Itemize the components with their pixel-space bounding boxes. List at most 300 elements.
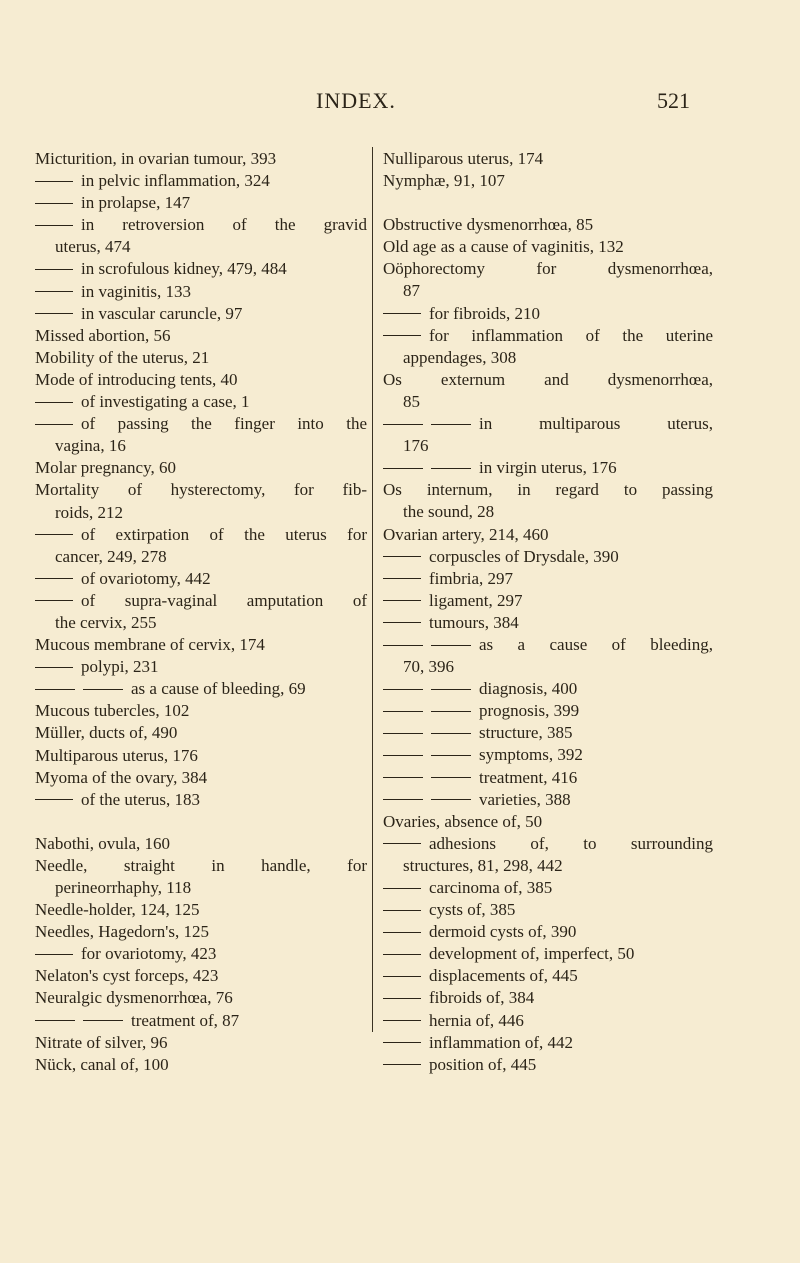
index-entry (35, 568, 367, 590)
entry-text: of investigating a case, 1 (81, 392, 250, 412)
entry-line (35, 833, 367, 855)
ditto-dash-segment (35, 1020, 75, 1021)
ditto-dash (35, 944, 81, 963)
index-entry (35, 192, 367, 214)
entry-text: Nitrate of silver, 96 (35, 1032, 168, 1052)
entry-text: in multiparous uterus, (479, 414, 713, 434)
entry-line (35, 899, 367, 921)
entry-line (35, 347, 367, 369)
index-entry (35, 1032, 367, 1054)
index-entry (383, 303, 713, 325)
ditto-dash-segment (383, 998, 421, 999)
entry-text: Mobility of the uterus, 21 (35, 347, 210, 367)
entry-text: Neuralgic dysmenorrhœa, 76 (35, 988, 233, 1008)
entry-line (383, 479, 713, 501)
entry-line (35, 369, 367, 391)
index-entry (383, 965, 713, 987)
index-entry (35, 767, 367, 789)
entry-continuation (383, 280, 713, 302)
entry-text: treatment of, 87 (131, 1010, 240, 1030)
ditto-dash (383, 679, 479, 698)
entry-line (35, 325, 367, 347)
entry-text: development of, imperfect, 50 (429, 944, 635, 964)
entry-text: structures, 81, 298, 442 (403, 855, 563, 875)
entry-text: position of, 445 (429, 1054, 537, 1074)
ditto-dash-segment (383, 777, 423, 778)
entry-line (35, 568, 367, 590)
entry-text: in scrofulous kidney, 479, 484 (81, 259, 287, 279)
index-entry (35, 789, 367, 811)
entry-continuation (35, 546, 367, 568)
entry-text: Os externum and dysmenorrhœa, (383, 369, 713, 389)
entry-text: Molar pregnancy, 60 (35, 458, 176, 478)
entry-line (383, 767, 713, 789)
ditto-dash-segment (383, 1064, 421, 1065)
entry-continuation (383, 855, 713, 877)
ditto-dash-segment (431, 799, 471, 800)
entry-text: Old age as a cause of vaginitis, 132 (383, 237, 624, 257)
index-entry (383, 148, 713, 170)
index-entry (383, 722, 713, 744)
ditto-dash (383, 414, 479, 433)
entry-line (35, 921, 367, 943)
ditto-dash (35, 171, 81, 190)
column-divider (372, 147, 373, 1032)
ditto-dash (35, 259, 81, 278)
entry-line (383, 258, 713, 280)
entry-line (35, 943, 367, 965)
entry-text: for fibroids, 210 (429, 303, 540, 323)
ditto-dash-segment (383, 755, 423, 756)
entry-continuation (35, 502, 367, 524)
index-entry (383, 921, 713, 943)
ditto-dash-segment (383, 888, 421, 889)
ditto-dash-segment (431, 777, 471, 778)
entry-line (35, 789, 367, 811)
entry-line (383, 369, 713, 391)
entry-line (383, 413, 713, 435)
ditto-dash (383, 569, 429, 588)
ditto-dash-segment (383, 1042, 421, 1043)
entry-text: diagnosis, 400 (479, 679, 578, 699)
index-entry (35, 943, 367, 965)
ditto-dash (383, 1055, 429, 1074)
ditto-dash-segment (383, 976, 421, 977)
ditto-dash-segment (35, 954, 73, 955)
entry-text: structure, 385 (479, 723, 573, 743)
entry-line (383, 921, 713, 943)
entry-text: adhesions of, to surrounding (429, 833, 713, 853)
ditto-dash-segment (383, 335, 421, 336)
index-entry (383, 634, 713, 678)
index-entry (35, 148, 367, 170)
entry-text: Müller, ducts of, 490 (35, 723, 178, 743)
ditto-dash-segment (431, 711, 471, 712)
entry-line (35, 678, 367, 700)
entry-line (35, 170, 367, 192)
ditto-dash-segment (383, 313, 421, 314)
entry-text: 70, 396 (403, 657, 454, 677)
page-header (0, 88, 800, 118)
entry-text: 87 (403, 281, 420, 301)
entry-continuation (383, 347, 713, 369)
entry-text: uterus, 474 (55, 237, 131, 257)
ditto-dash-segment (431, 645, 471, 646)
index-entry (35, 700, 367, 722)
index-entry (383, 170, 713, 192)
entry-text: fimbria, 297 (429, 568, 514, 588)
ditto-dash (383, 922, 429, 941)
entry-text: Multiparous uterus, 176 (35, 745, 198, 765)
index-entry (383, 590, 713, 612)
ditto-dash (35, 392, 81, 411)
ditto-dash (35, 414, 81, 433)
entry-continuation (35, 236, 367, 258)
entry-text: Myoma of the ovary, 384 (35, 767, 208, 787)
index-entry (35, 855, 367, 899)
index-entry (383, 943, 713, 965)
entry-line (35, 148, 367, 170)
entry-line (35, 457, 367, 479)
entry-line (383, 303, 713, 325)
entry-line (35, 700, 367, 722)
entry-text: dermoid cysts of, 390 (429, 922, 577, 942)
ditto-dash-segment (383, 578, 421, 579)
index-entry (35, 214, 367, 258)
entry-line (383, 1032, 713, 1054)
index-column-right (383, 148, 713, 1076)
ditto-dash-segment (383, 910, 421, 911)
index-entry (35, 369, 367, 391)
entry-line (383, 899, 713, 921)
ditto-dash (383, 745, 479, 764)
ditto-dash (383, 547, 429, 566)
entry-text: perineorrhaphy, 118 (55, 878, 192, 897)
entry-text: Mucous tubercles, 102 (35, 701, 190, 721)
entry-continuation (383, 501, 713, 523)
ditto-dash-segment (383, 622, 421, 623)
ditto-dash-segment (383, 424, 423, 425)
entry-text: as a cause of bleeding, 69 (131, 679, 306, 699)
entry-text: in retroversion of the gravid (81, 215, 367, 235)
entry-text: roids, 212 (55, 502, 123, 522)
index-entry (383, 413, 713, 457)
entry-continuation (35, 435, 367, 457)
entry-text: tumours, 384 (429, 612, 519, 632)
entry-line (35, 1010, 367, 1032)
ditto-dash (35, 193, 81, 212)
ditto-dash (383, 790, 479, 809)
entry-continuation (383, 391, 713, 413)
entry-text: in virgin uterus, 176 (479, 458, 617, 478)
index-entry (383, 214, 713, 236)
entry-line (383, 325, 713, 347)
index-entry (35, 457, 367, 479)
entry-text: in vascular caruncle, 97 (81, 303, 243, 323)
ditto-dash (383, 458, 479, 477)
entry-line (383, 987, 713, 1009)
entry-line (383, 524, 713, 546)
ditto-dash (35, 282, 81, 301)
ditto-dash-segment (383, 954, 421, 955)
ditto-dash-segment (383, 843, 421, 844)
index-entry (35, 170, 367, 192)
entry-text: carcinoma of, 385 (429, 878, 553, 897)
index-entry (35, 413, 367, 457)
entry-text: of passing the finger into the (81, 414, 367, 434)
running-title: INDEX. (316, 88, 396, 113)
entry-line (383, 833, 713, 855)
ditto-dash-segment (35, 424, 73, 425)
entry-line (35, 634, 367, 656)
entry-text: varieties, 388 (479, 789, 571, 809)
ditto-dash-segment (35, 578, 73, 579)
entry-text: Needle-holder, 124, 125 (35, 900, 200, 920)
ditto-dash-segment (83, 689, 123, 690)
entry-line (35, 1054, 367, 1076)
ditto-dash (383, 591, 429, 610)
ditto-dash-segment (383, 932, 421, 933)
ditto-dash-segment (35, 203, 73, 204)
ditto-dash-segment (431, 468, 471, 469)
entry-text: in vaginitis, 133 (81, 281, 192, 301)
entry-text: displacements of, 445 (429, 966, 578, 986)
ditto-dash (383, 635, 479, 654)
entry-text: Ovaries, absence of, 50 (383, 811, 543, 831)
entry-text: in prolapse, 147 (81, 193, 191, 213)
index-entry (383, 877, 713, 899)
ditto-dash-segment (35, 402, 73, 403)
entry-line (35, 214, 367, 236)
entry-text: the cervix, 255 (55, 612, 157, 632)
index-column-left (35, 148, 367, 1076)
ditto-dash (383, 1011, 429, 1030)
ditto-dash-segment (35, 291, 73, 292)
entry-line (383, 612, 713, 634)
ditto-dash-segment (383, 711, 423, 712)
index-entry (35, 391, 367, 413)
entry-line (383, 1054, 713, 1076)
entry-text: Mortality of hysterectomy, for fib- (35, 480, 367, 500)
entry-line (35, 524, 367, 546)
ditto-dash (35, 569, 81, 588)
index-entry (383, 457, 713, 479)
ditto-dash (383, 613, 429, 632)
entry-text: prognosis, 399 (479, 701, 580, 721)
ditto-dash (383, 723, 479, 742)
entry-text: Mucous membrane of cervix, 174 (35, 635, 265, 655)
ditto-dash (35, 304, 81, 323)
entry-text: for inflammation of the uterine (429, 325, 713, 345)
entry-text: of the uterus, 183 (81, 789, 200, 809)
index-entry (383, 789, 713, 811)
ditto-dash (383, 326, 429, 345)
entry-line (35, 192, 367, 214)
entry-text: corpuscles of Drysdale, 390 (429, 546, 619, 566)
ditto-dash-segment (35, 225, 73, 226)
index-entry (35, 899, 367, 921)
ditto-dash-segment (383, 556, 421, 557)
entry-line (35, 1032, 367, 1054)
ditto-dash (383, 304, 429, 323)
index-entry (35, 524, 367, 568)
index-entry (383, 369, 713, 413)
index-entry (35, 745, 367, 767)
ditto-dash (383, 966, 429, 985)
entry-text: Needles, Hagedorn's, 125 (35, 922, 209, 942)
entry-line (35, 656, 367, 678)
index-entry (383, 1032, 713, 1054)
index-entry (383, 744, 713, 766)
entry-text: polypi, 231 (81, 657, 159, 677)
entry-line (383, 700, 713, 722)
ditto-dash-segment (35, 689, 75, 690)
entry-text: for ovariotomy, 423 (81, 944, 217, 964)
entry-text: 176 (403, 436, 429, 456)
ditto-dash-segment (35, 799, 73, 800)
entry-line (35, 722, 367, 744)
ditto-dash-segment (383, 689, 423, 690)
ditto-dash (383, 988, 429, 1007)
entry-text: Os internum, in regard to passing (383, 480, 713, 500)
entry-text: inflammation of, 442 (429, 1032, 574, 1052)
entry-text: Oöphorectomy for dysmenorrhœa, (383, 259, 713, 279)
entry-line (383, 943, 713, 965)
index-entry (383, 1054, 713, 1076)
ditto-dash (383, 878, 429, 897)
page-number: 521 (657, 88, 690, 113)
entry-text: Nück, canal of, 100 (35, 1054, 169, 1074)
index-entry (35, 347, 367, 369)
index-entry (383, 899, 713, 921)
entry-line (383, 722, 713, 744)
entry-text: Obstructive dysmenorrhœa, 85 (383, 215, 594, 235)
ditto-dash (383, 1033, 429, 1052)
entry-line (35, 258, 367, 280)
index-entry (383, 767, 713, 789)
ditto-dash-segment (431, 755, 471, 756)
entry-text: of extirpation of the uterus for (81, 524, 367, 544)
ditto-dash-segment (83, 1020, 123, 1021)
entry-text: Nabothi, ovula, 160 (35, 833, 171, 853)
ditto-dash-segment (431, 733, 471, 734)
index-entry (383, 236, 713, 258)
index-entry (35, 303, 367, 325)
ditto-dash-segment (383, 600, 421, 601)
index-entry (35, 921, 367, 943)
entry-text: Nymphæ, 91, 107 (383, 171, 505, 191)
entry-line (383, 744, 713, 766)
ditto-dash-segment (35, 534, 73, 535)
ditto-dash (35, 215, 81, 234)
entry-line (383, 634, 713, 656)
index-entry (383, 479, 713, 523)
index-entry (383, 678, 713, 700)
index-entry (35, 1054, 367, 1076)
entry-line (383, 590, 713, 612)
index-entry (35, 987, 367, 1009)
entry-line (383, 965, 713, 987)
entry-line (35, 303, 367, 325)
ditto-dash-segment (383, 1020, 421, 1021)
index-entry (35, 325, 367, 347)
index-entry (35, 1010, 367, 1032)
index-entry (35, 833, 367, 855)
entry-text: Missed abortion, 56 (35, 325, 171, 345)
ditto-dash-segment (383, 468, 423, 469)
entry-text: symptoms, 392 (479, 745, 583, 765)
entry-line (35, 767, 367, 789)
entry-text: Nulliparous uterus, 174 (383, 149, 544, 168)
ditto-dash (35, 591, 81, 610)
index-entry (35, 258, 367, 280)
ditto-dash (383, 900, 429, 919)
entry-line (35, 281, 367, 303)
index-entry (383, 546, 713, 568)
entry-continuation (35, 612, 367, 634)
entry-line (35, 391, 367, 413)
entry-text: ligament, 297 (429, 590, 523, 610)
ditto-dash-segment (383, 733, 423, 734)
ditto-dash (35, 525, 81, 544)
ditto-dash-segment (383, 799, 423, 800)
entry-continuation (383, 435, 713, 457)
index-entry (35, 479, 367, 523)
ditto-dash-segment (35, 313, 73, 314)
ditto-dash (383, 701, 479, 720)
entry-line (383, 148, 713, 170)
entry-text: Ovarian artery, 214, 460 (383, 524, 549, 544)
index-entry (383, 258, 713, 302)
ditto-dash (35, 1011, 131, 1030)
index-entry (383, 568, 713, 590)
ditto-dash (383, 834, 429, 853)
entry-text: cancer, 249, 278 (55, 546, 167, 566)
ditto-dash-segment (431, 424, 471, 425)
index-entry (383, 833, 713, 877)
index-entry (35, 281, 367, 303)
entry-line (35, 965, 367, 987)
entry-line (35, 987, 367, 1009)
index-entry (35, 965, 367, 987)
ditto-dash (35, 657, 81, 676)
entry-line (383, 811, 713, 833)
ditto-dash (35, 679, 131, 698)
ditto-dash (35, 790, 81, 809)
entry-line (383, 546, 713, 568)
ditto-dash (383, 768, 479, 787)
index-entry (383, 325, 713, 369)
index-entry (383, 1010, 713, 1032)
entry-text: appendages, 308 (403, 347, 517, 367)
ditto-dash-segment (431, 689, 471, 690)
entry-line (383, 877, 713, 899)
ditto-dash (383, 944, 429, 963)
entry-line (383, 1010, 713, 1032)
index-entry (383, 811, 713, 833)
entry-text: of ovariotomy, 442 (81, 568, 211, 588)
entry-line (383, 568, 713, 590)
entry-text: Nelaton's cyst forceps, 423 (35, 966, 219, 986)
entry-continuation (383, 656, 713, 678)
entry-text: the sound, 28 (403, 502, 495, 522)
index-entry (35, 590, 367, 634)
entry-text: fibroids of, 384 (429, 988, 535, 1008)
entry-line (35, 745, 367, 767)
index-entry (35, 722, 367, 744)
entry-line (383, 236, 713, 258)
entry-continuation (35, 877, 367, 899)
